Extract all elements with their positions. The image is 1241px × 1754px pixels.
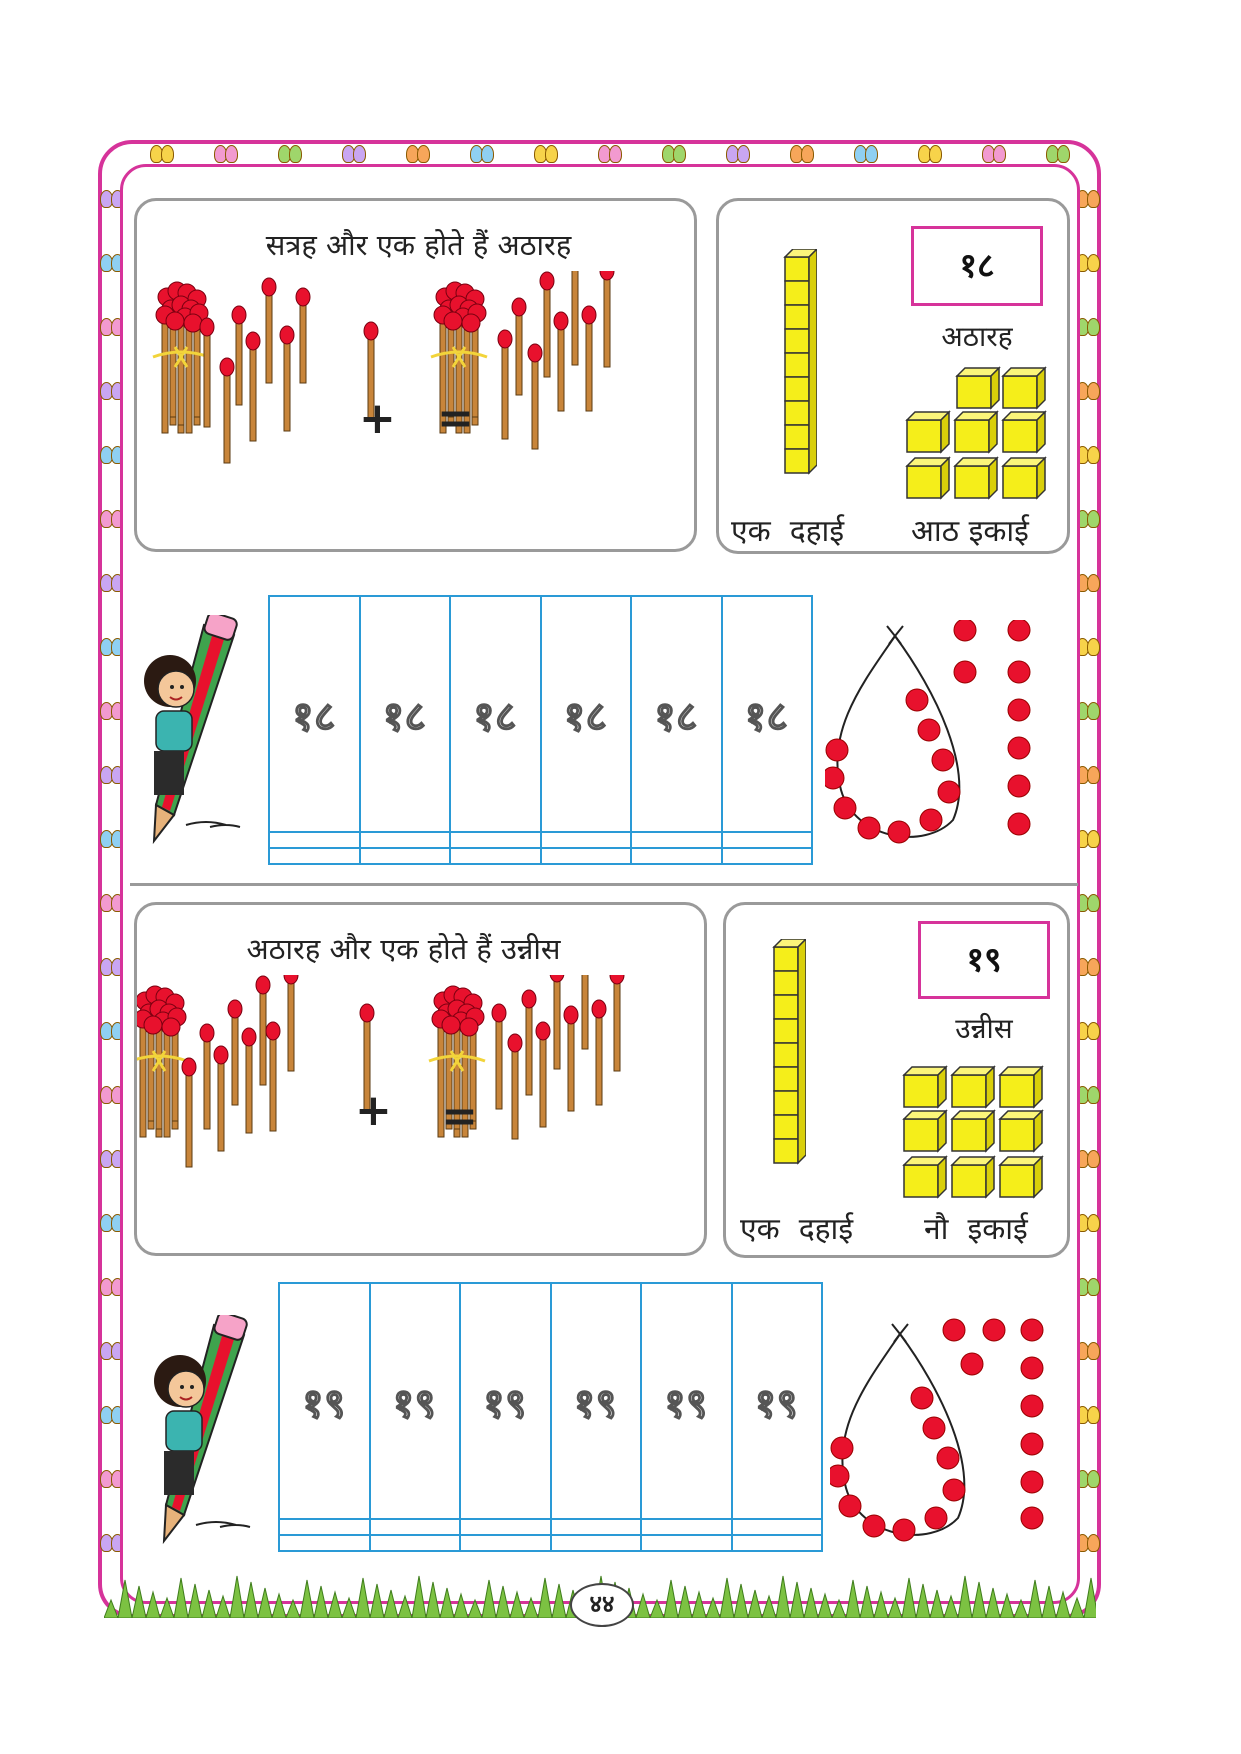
writing-cell[interactable] xyxy=(551,1519,642,1535)
plus-sign: + xyxy=(359,393,396,444)
tens-label-1: एक दहाई xyxy=(731,514,845,549)
butterfly-icon xyxy=(214,145,238,163)
writing-cell[interactable] xyxy=(631,848,722,864)
writing-cell[interactable] xyxy=(641,1519,732,1535)
matchstick-addition-illustration-1 xyxy=(137,271,697,551)
trace-cell[interactable]: १९ xyxy=(370,1283,461,1519)
ones-label-1: आठ इकाई xyxy=(911,514,1029,549)
butterfly-icon xyxy=(534,145,558,163)
writing-cell[interactable] xyxy=(551,1535,642,1551)
number-word-1: अठारह xyxy=(941,320,1013,353)
trace-cell[interactable]: १८ xyxy=(450,596,541,832)
number-word-2: उन्नीस xyxy=(955,1012,1013,1045)
tens-label-2: एक दहाई xyxy=(740,1212,854,1247)
butterfly-icon xyxy=(150,145,174,163)
girl-with-pencil-icon xyxy=(140,1315,270,1545)
trace-cell[interactable]: १८ xyxy=(269,596,360,832)
equals-sign: = xyxy=(437,393,474,444)
butterfly-icon xyxy=(854,145,878,163)
addition-panel-2 xyxy=(134,902,707,1256)
equals-sign: = xyxy=(441,1091,478,1142)
section-divider xyxy=(130,883,1078,886)
butterfly-icon xyxy=(278,145,302,163)
writing-cell[interactable] xyxy=(360,848,451,864)
addition-panel-1 xyxy=(134,198,697,552)
matchstick-bundle-icon xyxy=(153,282,209,433)
loose-matchsticks-icon xyxy=(200,278,310,463)
writing-cell[interactable] xyxy=(269,832,360,848)
loose-matchsticks-icon xyxy=(492,975,624,1139)
writing-cell[interactable] xyxy=(541,832,632,848)
writing-cell[interactable] xyxy=(541,848,632,864)
ones-label-2: नौ इकाई xyxy=(924,1212,1028,1247)
tens-rod-icon xyxy=(770,939,806,1189)
trace-cell[interactable]: १९ xyxy=(279,1283,370,1519)
trace-cell[interactable]: १९ xyxy=(551,1283,642,1519)
butterfly-icon xyxy=(790,145,814,163)
trace-cell[interactable]: १८ xyxy=(722,596,813,832)
number-box-2: १९ xyxy=(918,921,1050,999)
butterfly-icon xyxy=(982,145,1006,163)
bead-necklace-icon xyxy=(825,620,1055,860)
writing-cell[interactable] xyxy=(722,832,813,848)
writing-cell[interactable] xyxy=(460,1535,551,1551)
place-value-panel-2 xyxy=(723,902,1070,1258)
tracing-grid-2 xyxy=(278,1282,823,1552)
plus-sign: + xyxy=(355,1085,392,1136)
trace-cell[interactable]: १८ xyxy=(541,596,632,832)
unit-cubes-icon xyxy=(899,366,1059,506)
writing-cell[interactable] xyxy=(631,832,722,848)
trace-cell[interactable]: १८ xyxy=(360,596,451,832)
writing-cell[interactable] xyxy=(450,832,541,848)
writing-cell[interactable] xyxy=(279,1519,370,1535)
writing-cell[interactable] xyxy=(269,848,360,864)
butterfly-icon xyxy=(470,145,494,163)
trace-cell[interactable]: १९ xyxy=(732,1283,823,1519)
trace-cell[interactable]: १८ xyxy=(631,596,722,832)
butterfly-icon xyxy=(406,145,430,163)
writing-cell[interactable] xyxy=(450,848,541,864)
writing-cell[interactable] xyxy=(370,1519,461,1535)
page-number: ४४ xyxy=(570,1583,634,1627)
unit-cubes-icon xyxy=(894,1065,1064,1205)
loose-matchsticks-icon xyxy=(182,975,298,1167)
butterfly-icon xyxy=(726,145,750,163)
butterfly-icon xyxy=(598,145,622,163)
writing-cell[interactable] xyxy=(279,1535,370,1551)
bead-necklace-icon xyxy=(830,1318,1060,1558)
writing-cell[interactable] xyxy=(732,1535,823,1551)
addition-sentence-1: सत्रह और एक होते हैं अठारह xyxy=(265,228,572,262)
writing-cell[interactable] xyxy=(732,1519,823,1535)
writing-cell[interactable] xyxy=(360,832,451,848)
butterfly-icon xyxy=(1046,145,1070,163)
writing-cell[interactable] xyxy=(370,1535,461,1551)
butterfly-icon xyxy=(918,145,942,163)
place-value-panel-1 xyxy=(716,198,1070,554)
loose-matchsticks-icon xyxy=(498,271,614,449)
tracing-grid-1 xyxy=(268,595,813,865)
writing-cell[interactable] xyxy=(460,1519,551,1535)
writing-cell[interactable] xyxy=(641,1535,732,1551)
butterfly-icon xyxy=(662,145,686,163)
matchstick-bundle-icon xyxy=(137,986,187,1137)
trace-cell[interactable]: १९ xyxy=(460,1283,551,1519)
tens-rod-icon xyxy=(781,249,817,499)
trace-cell[interactable]: १९ xyxy=(641,1283,732,1519)
matchstick-addition-illustration-2 xyxy=(137,975,707,1255)
number-box-1: १८ xyxy=(911,226,1043,306)
writing-cell[interactable] xyxy=(722,848,813,864)
butterfly-icon xyxy=(342,145,366,163)
addition-sentence-2: अठारह और एक होते हैं उन्नीस xyxy=(246,932,561,966)
girl-with-pencil-icon xyxy=(130,615,260,845)
